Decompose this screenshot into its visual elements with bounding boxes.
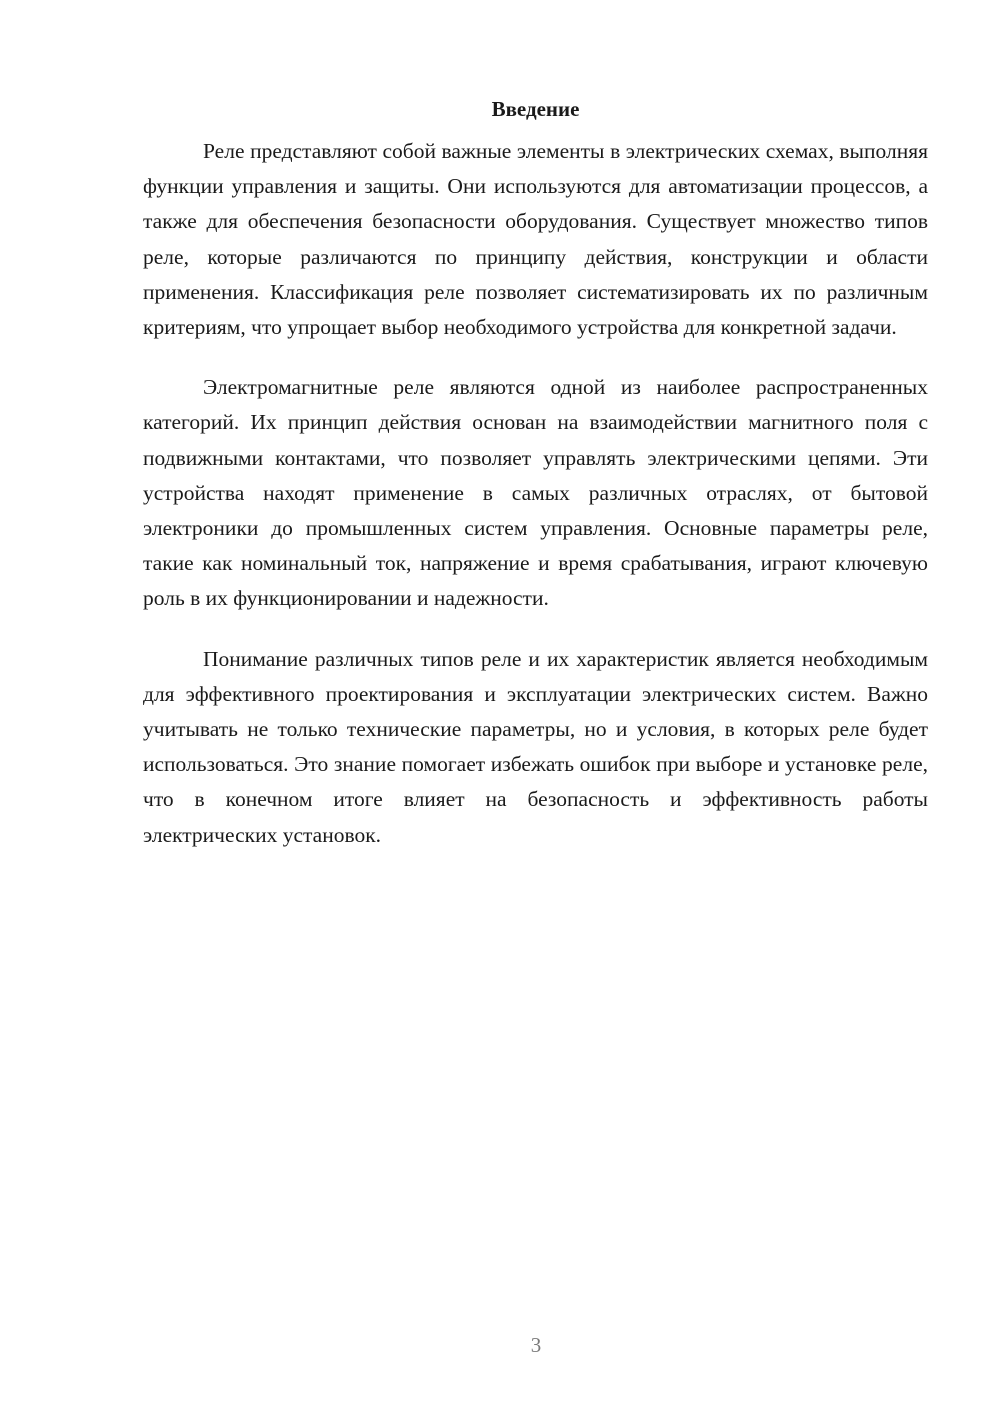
page-heading: Введение [491, 97, 580, 121]
page-content [143, 94, 928, 878]
paragraph-2: Электромагнитные реле являются одной из наиболее распространенных категорий. Их принцип действия основан на взаимодействии магнитного поля с подвижными контактами, что позволяет управлять электрическими цепями. Эти устройства находят применение в самых различных отраслях, от бытовой электроники до промышленных систем управления. Основные параметры реле, такие как номинальный ток, напряжение и время срабатывания, играют ключевую роль в их функционировании и надежности. [143, 375, 928, 611]
page-number: 3 [530, 1333, 542, 1357]
paragraph-3: Понимание различных типов реле и их характеристик является необходимым для эффективного проектирования и эксплуатации электрических систем. Важно учитывать не только технические параметры, но и условия, в которых реле будет использоваться. Это знание помогает избежать ошибок при выборе и установке реле, что в конечном итоге влияет на безопасность и эффективность работы электрических установок. [143, 646, 928, 847]
paragraph-1: Реле представляют собой важные элементы в электрических схемах, выполняя функции управления и защиты. Они используются для автоматизации процессов, а также для обеспечения безопасности оборудования. Существует множество типов реле, которые различаются по принципу действия, конструкции и области применения. Классификация реле позволяет систематизировать их по различным критериям, что упрощает выбор необходимого устройства для конкретной задачи. [143, 139, 928, 340]
